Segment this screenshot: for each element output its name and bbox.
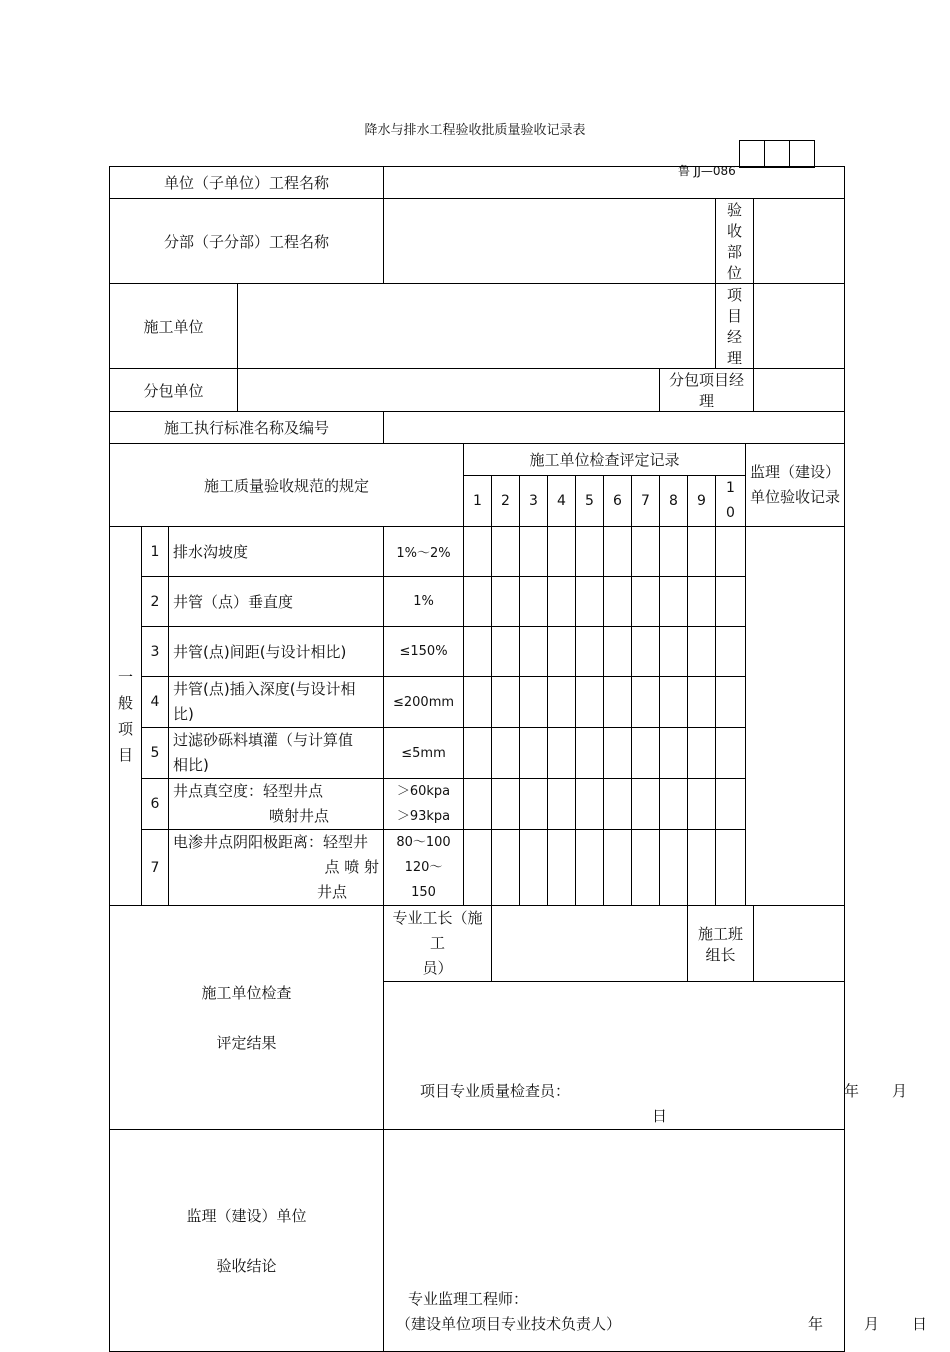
item-name: 井管（点）垂直度 — [169, 577, 384, 627]
item-value-line: ＞60kpa — [396, 784, 451, 799]
standard-label: 施工执行标准名称及编号 — [110, 412, 384, 444]
check-cell[interactable] — [716, 527, 746, 577]
check-cell[interactable] — [576, 830, 604, 906]
item-name-line: 过滤砂砾料填灌（与计算值 — [173, 731, 354, 749]
check-cell[interactable] — [632, 830, 660, 906]
supervision-conclusion-line: 监理（建设）单位 — [186, 1206, 307, 1225]
item-row — [110, 728, 845, 779]
check-cell[interactable] — [464, 577, 492, 627]
column-header: 2 — [492, 476, 520, 527]
date-month: 月 — [892, 1082, 908, 1100]
supervision-label-line: 单位验收记录 — [750, 488, 841, 506]
check-cell[interactable] — [492, 677, 520, 728]
item-value: ≤5mm — [384, 728, 464, 779]
column-header: 4 — [548, 476, 576, 527]
check-cell[interactable] — [604, 527, 632, 577]
check-cell[interactable] — [548, 830, 576, 906]
inspection-record-table — [109, 166, 928, 1352]
column-header: 7 — [632, 476, 660, 527]
check-cell[interactable] — [464, 627, 492, 677]
check-cell[interactable] — [464, 830, 492, 906]
item-value-line: 150 — [411, 885, 436, 900]
check-cell[interactable] — [716, 728, 746, 779]
construction-result-label — [110, 906, 384, 1130]
item-name-line: 喷射井点 — [269, 807, 330, 825]
column-header: 3 — [520, 476, 548, 527]
group-label — [110, 527, 142, 906]
group-char: 般 — [117, 694, 133, 712]
date-day: 日 — [912, 1315, 928, 1333]
check-cell[interactable] — [520, 677, 548, 728]
check-cell[interactable] — [520, 577, 548, 627]
check-cell[interactable] — [660, 627, 688, 677]
item-name-line: 比) — [173, 705, 194, 723]
check-cell[interactable] — [632, 728, 660, 779]
owner-label: （建设单位项目专业技术负责人） — [396, 1315, 622, 1333]
code-boxes — [740, 140, 815, 168]
check-cell[interactable] — [688, 627, 716, 677]
item-name: 排水沟坡度 — [169, 527, 384, 577]
foreman-label-line: 员） — [422, 959, 453, 977]
subcontract-unit-label: 分包单位 — [110, 369, 238, 412]
item-value: ≤200mm — [384, 677, 464, 728]
check-cell[interactable] — [660, 527, 688, 577]
item-name-line: 点 喷 射 — [324, 858, 380, 876]
check-cell[interactable] — [716, 627, 746, 677]
check-cell[interactable] — [576, 527, 604, 577]
item-row — [110, 627, 845, 677]
check-cell[interactable] — [520, 728, 548, 779]
check-cell[interactable] — [688, 728, 716, 779]
check-cell[interactable] — [688, 527, 716, 577]
check-cell[interactable] — [520, 830, 548, 906]
check-cell[interactable] — [576, 779, 604, 830]
item-row — [110, 577, 845, 627]
item-row — [110, 677, 845, 728]
group-char: 项 — [117, 720, 133, 738]
check-cell[interactable] — [548, 779, 576, 830]
date-year: 年 — [844, 1082, 860, 1100]
check-cell[interactable] — [716, 577, 746, 627]
column-header: 1 — [464, 476, 492, 527]
check-cell[interactable] — [660, 677, 688, 728]
code-box[interactable] — [789, 140, 815, 168]
check-cell[interactable] — [520, 627, 548, 677]
item-name — [169, 728, 384, 779]
check-cell[interactable] — [604, 830, 632, 906]
check-cell[interactable] — [492, 577, 520, 627]
group-char: 目 — [117, 746, 133, 764]
check-cell[interactable] — [716, 677, 746, 728]
code-box[interactable] — [739, 140, 765, 168]
check-cell[interactable] — [492, 728, 520, 779]
check-cell[interactable] — [520, 527, 548, 577]
supervision-label-line: 监理（建设） — [750, 463, 841, 481]
check-cell[interactable] — [688, 677, 716, 728]
date-year: 年 — [808, 1315, 824, 1333]
item-value — [384, 779, 464, 830]
check-cell[interactable] — [576, 677, 604, 728]
check-cell[interactable] — [464, 779, 492, 830]
column-header: 5 — [576, 476, 604, 527]
team-leader-field[interactable] — [754, 906, 845, 982]
item-name-line: 井点真空度：轻型井点 — [173, 782, 324, 800]
engineer-label: 专业监理工程师： — [408, 1290, 529, 1308]
item-no: 3 — [142, 627, 169, 677]
check-cell[interactable] — [548, 577, 576, 627]
check-cell[interactable] — [716, 779, 746, 830]
item-name-line: 井管(点)插入深度(与设计相 — [173, 680, 356, 698]
item-no: 2 — [142, 577, 169, 627]
unit-project-label: 单位（子单位）工程名称 — [110, 167, 384, 199]
check-cell[interactable] — [576, 627, 604, 677]
check-cell[interactable] — [464, 677, 492, 728]
check-cell[interactable] — [632, 527, 660, 577]
check-cell[interactable] — [464, 527, 492, 577]
check-cell[interactable] — [688, 779, 716, 830]
item-value-line: ＞93kpa — [396, 809, 451, 824]
check-cell[interactable] — [660, 728, 688, 779]
sub-project-manager-field[interactable] — [754, 369, 845, 412]
check-cell[interactable] — [716, 830, 746, 906]
column-header: 6 — [604, 476, 632, 527]
item-no: 4 — [142, 677, 169, 728]
check-record-label: 施工单位检查评定记录 — [464, 444, 746, 476]
check-cell[interactable] — [576, 728, 604, 779]
group-char: 一 — [117, 668, 133, 686]
check-cell[interactable] — [492, 779, 520, 830]
check-cell[interactable] — [660, 779, 688, 830]
date-month: 月 — [864, 1315, 880, 1333]
item-value — [384, 830, 464, 906]
check-cell[interactable] — [604, 728, 632, 779]
check-cell[interactable] — [632, 627, 660, 677]
construction-unit-label: 施工单位 — [110, 284, 238, 369]
item-value-line: 80～100 — [396, 835, 451, 850]
code-box[interactable] — [764, 140, 790, 168]
check-cell[interactable] — [548, 728, 576, 779]
item-no: 5 — [142, 728, 169, 779]
supervision-record-label — [746, 444, 845, 527]
check-cell[interactable] — [464, 728, 492, 779]
team-leader-label: 施工班组长 — [688, 906, 754, 982]
check-cell[interactable] — [604, 577, 632, 627]
column-header: 9 — [688, 476, 716, 527]
item-name — [169, 779, 384, 830]
inspector-label: 项目专业质量检查员： — [420, 1082, 571, 1100]
check-cell[interactable] — [660, 577, 688, 627]
item-name — [169, 830, 384, 906]
column-header-digit: 1 — [726, 480, 735, 496]
construction-result-line: 评定结果 — [216, 1033, 277, 1052]
foreman-label-line: 专业工长（施工 — [392, 909, 483, 952]
sub-project-manager-label: 分包项目经理 — [660, 369, 754, 412]
item-name — [169, 677, 384, 728]
date-day: 日 — [652, 1107, 668, 1125]
item-value: 1% — [384, 577, 464, 627]
item-row — [110, 527, 845, 577]
check-cell[interactable] — [548, 677, 576, 728]
check-cell[interactable] — [548, 527, 576, 577]
check-cell[interactable] — [492, 527, 520, 577]
document-title: 降水与排水工程验收批质量验收记录表 — [364, 123, 586, 138]
item-no: 7 — [142, 830, 169, 906]
supervision-conclusion-field[interactable] — [384, 1130, 928, 1352]
check-cell[interactable] — [632, 577, 660, 627]
item-no: 6 — [142, 779, 169, 830]
check-cell[interactable] — [632, 677, 660, 728]
item-name: 井管(点)间距(与设计相比) — [169, 627, 384, 677]
column-header-digit: 0 — [726, 505, 735, 521]
construction-unit-field[interactable] — [238, 284, 716, 369]
project-manager-label: 项目经理 — [716, 284, 754, 369]
item-name-line: 电渗井点阴阳极距离：轻型井 — [173, 833, 369, 851]
item-value-line: 120～ — [404, 860, 443, 875]
check-cell[interactable] — [492, 627, 520, 677]
spec-label: 施工质量验收规范的规定 — [110, 444, 464, 527]
foreman-field[interactable] — [492, 906, 688, 982]
check-cell[interactable] — [604, 627, 632, 677]
item-value: ≤150% — [384, 627, 464, 677]
column-header — [716, 476, 746, 527]
check-cell[interactable] — [604, 677, 632, 728]
item-name-line: 井点 — [317, 883, 348, 901]
check-cell[interactable] — [604, 779, 632, 830]
subcontract-unit-field[interactable] — [238, 369, 660, 412]
sub-project-label: 分部（子分部）工程名称 — [110, 199, 384, 284]
unit-project-field[interactable] — [384, 167, 845, 199]
check-cell[interactable] — [688, 830, 716, 906]
item-row — [110, 779, 845, 830]
form-code: 鲁 JJ—086 — [678, 164, 736, 178]
construction-result-field[interactable] — [384, 982, 908, 1130]
check-cell[interactable] — [492, 830, 520, 906]
accept-part-field[interactable] — [754, 199, 845, 284]
sub-project-field[interactable] — [384, 199, 716, 284]
construction-result-line: 施工单位检查 — [201, 983, 292, 1002]
supervision-record-field[interactable] — [746, 527, 845, 906]
supervision-conclusion-label — [110, 1130, 384, 1352]
check-cell[interactable] — [520, 779, 548, 830]
item-value: 1%～2% — [384, 527, 464, 577]
column-header: 8 — [660, 476, 688, 527]
accept-part-label: 验收部位 — [716, 199, 754, 284]
check-cell[interactable] — [576, 577, 604, 627]
check-cell[interactable] — [632, 779, 660, 830]
item-row — [110, 830, 845, 906]
check-cell[interactable] — [660, 830, 688, 906]
item-name-line: 相比) — [173, 756, 209, 774]
project-manager-field[interactable] — [754, 284, 845, 369]
check-cell[interactable] — [688, 577, 716, 627]
standard-field[interactable] — [384, 412, 845, 444]
check-cell[interactable] — [548, 627, 576, 677]
foreman-label — [384, 906, 492, 982]
item-no: 1 — [142, 527, 169, 577]
supervision-conclusion-line: 验收结论 — [216, 1256, 277, 1275]
